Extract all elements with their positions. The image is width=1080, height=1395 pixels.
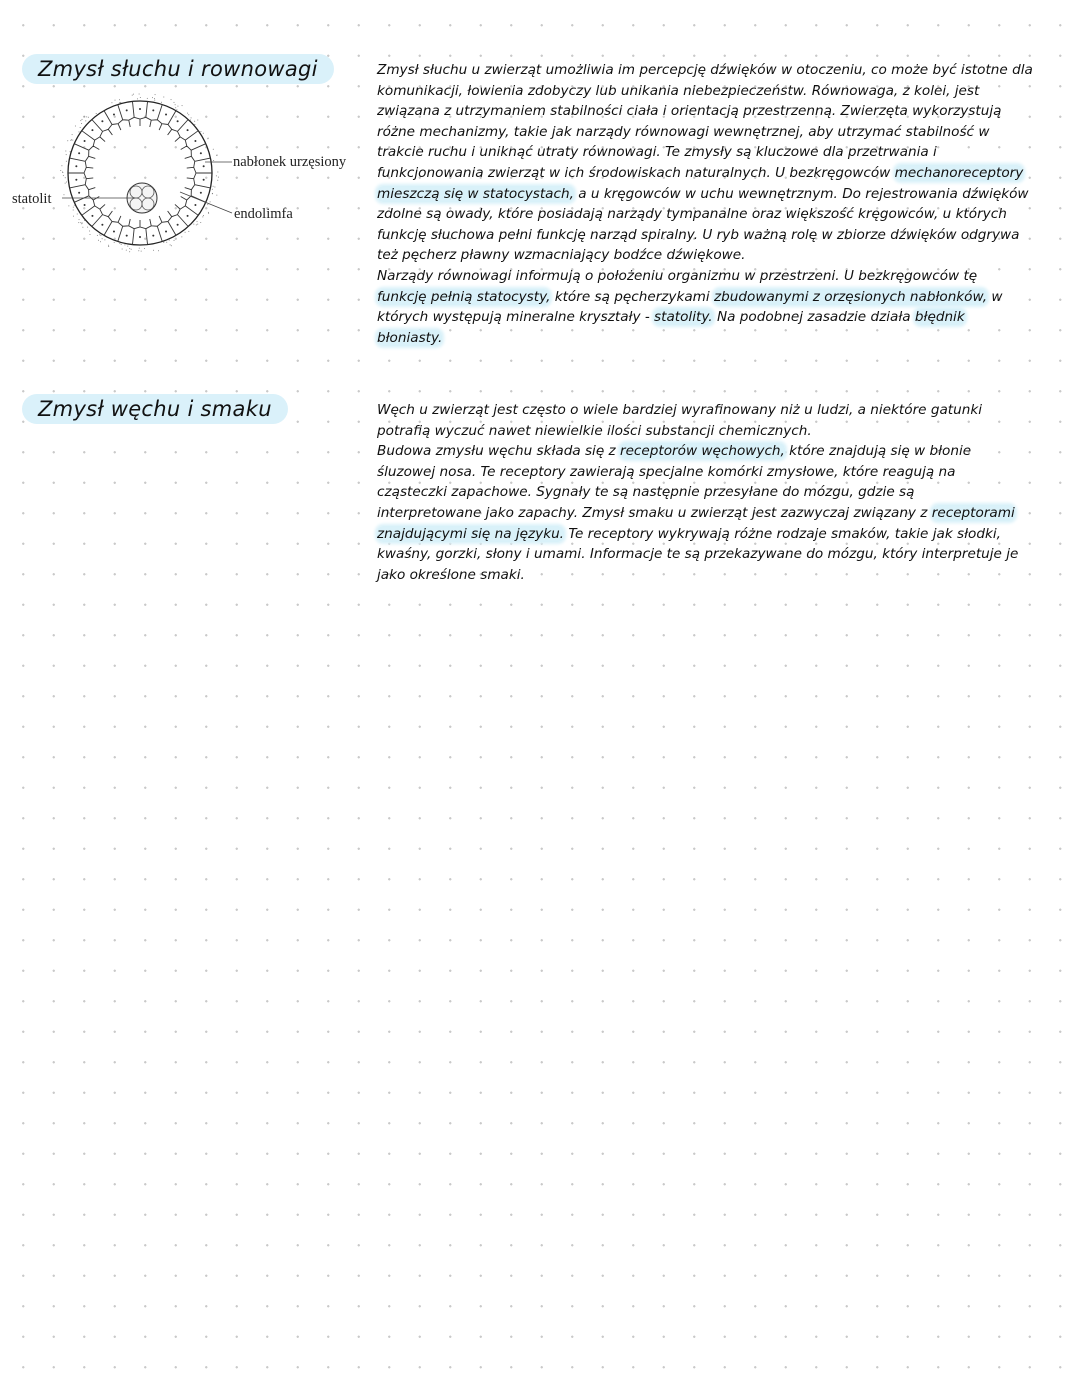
text-segment: śluzowej nosa. Te receptory zawierają specjalne komórki zmysłowe, które reagują na	[377, 463, 956, 480]
text-segment: zdolne są owady, które posiadają narządy tympanalne oraz większość kręgowców, u których	[377, 206, 1007, 223]
text-segment: które znajdują się w błonie	[784, 443, 972, 460]
statocyst-diagram	[0, 90, 370, 260]
text-segment: Narządy równowagi informują o położeniu organizmu w przestrzeni. U bezkręgowców tę	[377, 267, 978, 284]
text-segment: kwaśny, gorzki, słony i umami. Informacje te są przekazywane do mózgu, który interpretuje je	[377, 546, 1019, 563]
text-segment: jako określone smaki.	[377, 566, 525, 583]
text-line	[377, 225, 1067, 246]
label-statolit: statolit	[12, 191, 52, 207]
text-segment: Na podobnej zasadzie działa	[712, 309, 915, 326]
text-line	[377, 307, 1067, 328]
highlighted-phrase: receptorów węchowych,	[619, 443, 785, 460]
text-segment: w	[987, 288, 1003, 305]
text-line	[377, 400, 1067, 421]
text-line	[377, 60, 1067, 81]
highlighted-phrase: mieszczą się w statocystach,	[377, 185, 574, 202]
highlighted-phrase: znajdującymi się na języku.	[377, 525, 565, 542]
text-segment: funkcję słuchowa pełni funkcję narząd spiralny. U ryb ważną rolę w zbiorze dźwięków odgrywa	[377, 226, 1020, 243]
ciliated-epithelium-cells	[60, 93, 219, 252]
hearing-balance-text	[377, 60, 1067, 348]
text-line	[377, 524, 1067, 545]
text-line	[377, 482, 1067, 503]
text-line	[377, 101, 1067, 122]
text-line	[377, 142, 1067, 163]
text-line	[377, 245, 1067, 266]
text-line	[377, 81, 1067, 102]
highlighted-phrase: błoniasty.	[377, 329, 443, 346]
text-segment: różne mechanizmy, takie jak narządy równowagi wewnętrznej, aby utrzymać stabilność w	[377, 123, 990, 140]
text-line	[377, 163, 1067, 184]
text-line	[377, 441, 1067, 462]
text-segment: komunikacji, łowienia zdobyczy lub unikania niebezpieczeństw. Równowaga, z kolei, jest	[377, 82, 980, 99]
text-line	[377, 184, 1067, 205]
text-line	[377, 122, 1067, 143]
text-segment: związana z utrzymaniem stabilności ciała i orientacją przestrzenną. Zwierzęta wykorzystują	[377, 103, 1002, 120]
label-endolimfa: endolimfa	[234, 206, 293, 222]
text-segment: Zmysł słuchu u zwierząt umożliwia im percepcję dźwięków w otoczeniu, co może być istotne dla	[377, 62, 1033, 78]
text-segment: a u kręgowców w uchu wewnętrznym. Do rejestrowania dźwięków	[573, 185, 1029, 202]
highlighted-phrase: błędnik	[914, 309, 965, 326]
text-segment: interpretowane jako zapachy. Zmysł smaku u zwierząt jest zazwyczaj związany z	[377, 504, 932, 521]
highlighted-phrase: zbudowanymi z orzęsionych nabłonków,	[714, 288, 988, 305]
text-segment: Te receptory wykrywają różne rodzaje smaków, takie jak słodki,	[564, 525, 1001, 542]
highlighted-phrase: funkcję pełnią statocysty,	[377, 288, 551, 305]
text-segment: które są pęcherzykami	[550, 288, 715, 305]
text-segment: funkcjonowania zwierząt w ich środowiskach naturalnych. U bezkręgowców	[377, 164, 895, 181]
label-nablonek: nabłonek urzęsiony	[233, 154, 347, 170]
text-line	[377, 204, 1067, 225]
text-segment: potrafią wyczuć nawet niewielkie ilości substancji chemicznych.	[377, 422, 812, 439]
highlighted-phrase: mechanoreceptory	[894, 164, 1024, 181]
text-line	[377, 266, 1067, 287]
text-segment: trakcie ruchu i uniknąć utraty równowagi. Te zmysły są kluczowe dla przetrwania i	[377, 144, 937, 161]
text-line	[377, 462, 1067, 483]
text-line	[377, 328, 1067, 349]
text-segment: Budowa zmysłu węchu składa się z	[377, 443, 620, 460]
text-line	[377, 544, 1067, 565]
section-heading-hearing-balance: Zmysł słuchu i rownowagi	[22, 54, 334, 84]
text-segment: których występują mineralne kryształy -	[377, 309, 655, 326]
highlighted-phrase: statolity.	[654, 309, 713, 326]
text-segment: cząsteczki zapachowe. Sygnały te są następnie przesyłane do mózgu, gdzie są	[377, 484, 915, 501]
section-heading-smell-taste: Zmysł węchu i smaku	[22, 394, 288, 424]
text-segment: też pęcherz pławny wzmacniający bodźce dźwiękowe.	[377, 247, 746, 264]
text-line	[377, 565, 1067, 586]
highlighted-phrase: receptorami	[931, 504, 1015, 521]
text-line	[377, 503, 1067, 524]
text-line	[377, 421, 1067, 442]
text-segment: Węch u zwierząt jest często o wiele bardziej wyrafinowany niż u ludzi, a niektóre gatunki	[377, 402, 983, 418]
text-line	[377, 287, 1067, 308]
smell-taste-text	[377, 400, 1067, 585]
